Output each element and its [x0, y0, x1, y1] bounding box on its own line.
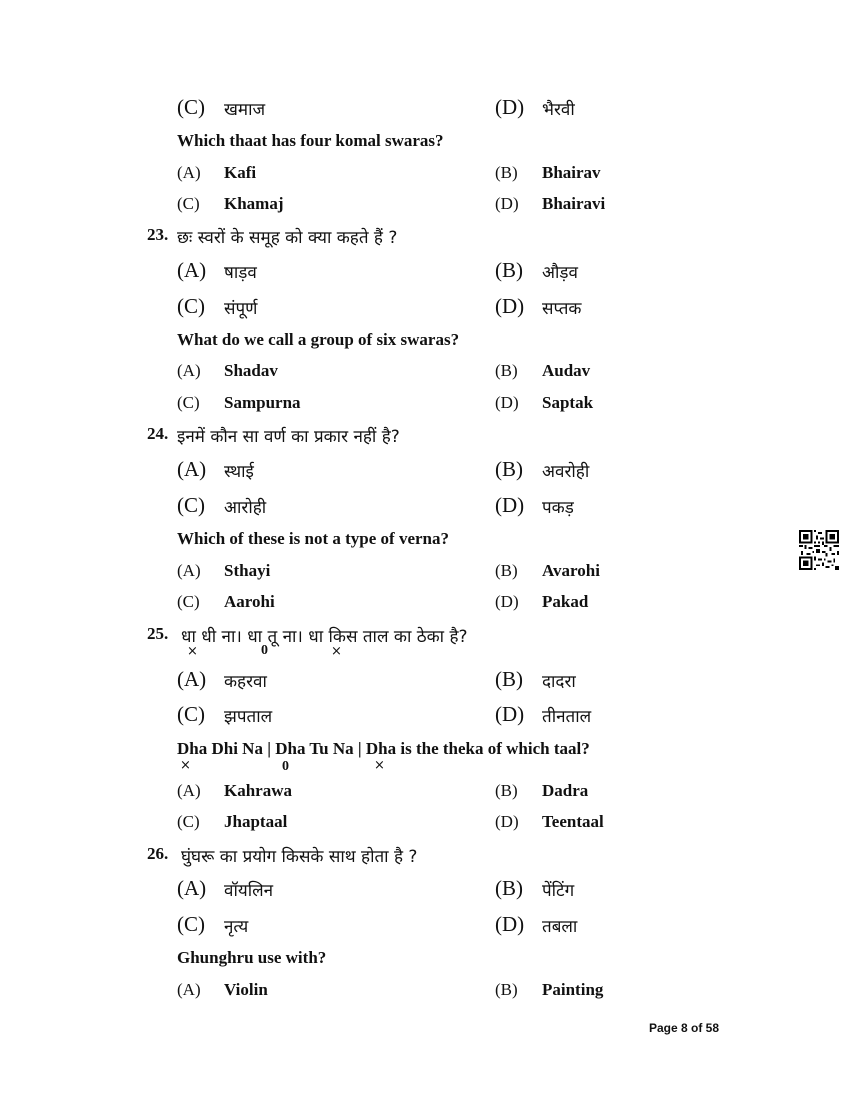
q26-opt-c-hi: नृत्य [224, 917, 249, 937]
q23-opt-a-en-label: (A) [177, 361, 201, 380]
q25-question-en: Dha Dhi Na | Dha Tu Na | Dha is the theka of which taal? [177, 739, 590, 758]
q23-question-en: What do we call a group of six swaras? [177, 330, 460, 349]
q25-opt-a-hi-label: (A) [177, 667, 207, 691]
q24-opt-b-en: Avarohi [542, 561, 600, 580]
q24-opt-c-en-label: (C) [177, 592, 200, 611]
q26-opt-a-hi: वॉयलिन [224, 881, 274, 901]
q22-opt-b-en: Bhairav [542, 163, 601, 182]
q24-question-hi: इनमें कौन सा वर्ण का प्रकार नहीं है? [177, 427, 400, 447]
q25-opt-c-en: Jhaptaal [224, 812, 288, 831]
q24-opt-d-hi: पकड़ [542, 498, 574, 518]
q25-opt-c-hi-label: (C) [177, 702, 205, 726]
q26-opt-c-hi-label: (C) [177, 912, 205, 936]
q23-opt-d-en-label: (D) [495, 393, 519, 412]
q22-opt-c-hi: खमाज [224, 100, 266, 120]
q23-question-hi: छः स्वरों के समूह को क्या कहते हैं ? [177, 228, 398, 248]
q23-opt-c-hi: संपूर्ण [224, 299, 258, 319]
q23-opt-c-en: Sampurna [224, 393, 301, 412]
q22-opt-d-en-label: (D) [495, 194, 519, 213]
q23-opt-b-hi-label: (B) [495, 258, 523, 282]
q26-opt-a-en-label: (A) [177, 980, 201, 999]
q25-hi-mark-khali: 0 [261, 643, 268, 658]
q23-opt-b-hi: औड़व [542, 263, 578, 283]
q26-opt-a-en: Violin [224, 980, 268, 999]
q23-opt-d-hi-label: (D) [495, 294, 525, 318]
q24-opt-d-hi-label: (D) [495, 493, 525, 517]
q25-question-hi: धा धी ना। धा तू ना। धा किस ताल का ठेका है? [181, 627, 468, 647]
q24-opt-a-hi: स्थाई [224, 462, 254, 482]
q24-opt-b-hi: अवरोही [542, 462, 590, 482]
q26-opt-a-hi-label: (A) [177, 876, 207, 900]
q22-opt-a-en-label: (A) [177, 163, 201, 182]
q22-opt-d-hi: भैरवी [542, 100, 575, 120]
q24-opt-d-en: Pakad [542, 592, 589, 611]
q24-opt-c-hi-label: (C) [177, 493, 205, 517]
q25-en-mark-sam2: × [374, 758, 385, 773]
q26-opt-b-en-label: (B) [495, 980, 518, 999]
q24-opt-a-en-label: (A) [177, 561, 201, 580]
q26-number: 26. [147, 844, 169, 863]
q23-opt-b-en-label: (B) [495, 361, 518, 380]
q26-opt-b-hi: पेंटिंग [542, 881, 575, 901]
q23-opt-b-en: Audav [542, 361, 591, 380]
q22-opt-c-en: Khamaj [224, 194, 284, 213]
q23-opt-c-hi-label: (C) [177, 294, 205, 318]
q24-opt-a-hi-label: (A) [177, 457, 207, 481]
qr-code-icon [799, 530, 839, 570]
q22-opt-c-hi-label: (C) [177, 95, 205, 119]
q25-en-mark-sam: × [180, 758, 191, 773]
q23-opt-a-en: Shadav [224, 361, 278, 380]
q25-opt-d-en-label: (D) [495, 812, 519, 831]
q25-opt-d-hi-label: (D) [495, 702, 525, 726]
q24-opt-c-en: Aarohi [224, 592, 275, 611]
q26-opt-b-hi-label: (B) [495, 876, 523, 900]
q23-opt-d-hi: सप्तक [542, 299, 582, 319]
q25-hi-mark-sam2: × [331, 644, 342, 659]
q24-number: 24. [147, 424, 169, 443]
q24-opt-b-en-label: (B) [495, 561, 518, 580]
q25-opt-b-hi-label: (B) [495, 667, 523, 691]
q25-opt-b-en: Dadra [542, 781, 589, 800]
q25-opt-a-hi: कहरवा [224, 672, 267, 692]
q24-opt-d-en-label: (D) [495, 592, 519, 611]
q25-opt-a-en-label: (A) [177, 781, 201, 800]
q25-opt-c-hi: झपताल [224, 707, 273, 727]
q26-opt-b-en: Painting [542, 980, 604, 999]
q25-opt-a-en: Kahrawa [224, 781, 292, 800]
q25-hi-mark-sam: × [187, 644, 198, 659]
page-number: Page 8 of 58 [649, 1021, 720, 1035]
q25-en-mark-khali: 0 [282, 759, 289, 774]
q22-opt-d-hi-label: (D) [495, 95, 525, 119]
q24-opt-c-hi: आरोही [224, 498, 267, 518]
q26-opt-d-hi: तबला [542, 917, 578, 937]
q25-opt-d-en: Teentaal [542, 812, 604, 831]
q26-question-hi: घुंघरू का प्रयोग किसके साथ होता है ? [181, 847, 418, 867]
q25-opt-c-en-label: (C) [177, 812, 200, 831]
q23-opt-a-hi-label: (A) [177, 258, 207, 282]
q25-opt-d-hi: तीनताल [542, 707, 592, 727]
q22-opt-d-en: Bhairavi [542, 194, 606, 213]
q23-opt-d-en: Saptak [542, 393, 594, 412]
q25-number: 25. [147, 624, 169, 643]
q26-opt-d-hi-label: (D) [495, 912, 525, 936]
q23-opt-a-hi: षाड़व [224, 263, 257, 283]
q24-opt-a-en: Sthayi [224, 561, 271, 580]
q24-question-en: Which of these is not a type of verna? [177, 529, 449, 548]
q25-opt-b-en-label: (B) [495, 781, 518, 800]
q22-question-en: Which thaat has four komal swaras? [177, 131, 444, 150]
q22-opt-b-en-label: (B) [495, 163, 518, 182]
q22-opt-c-en-label: (C) [177, 194, 200, 213]
q26-question-en: Ghunghru use with? [177, 948, 327, 967]
q23-opt-c-en-label: (C) [177, 393, 200, 412]
q24-opt-b-hi-label: (B) [495, 457, 523, 481]
q23-number: 23. [147, 225, 169, 244]
q22-opt-a-en: Kafi [224, 163, 257, 182]
q25-opt-b-hi: दादरा [542, 672, 576, 692]
